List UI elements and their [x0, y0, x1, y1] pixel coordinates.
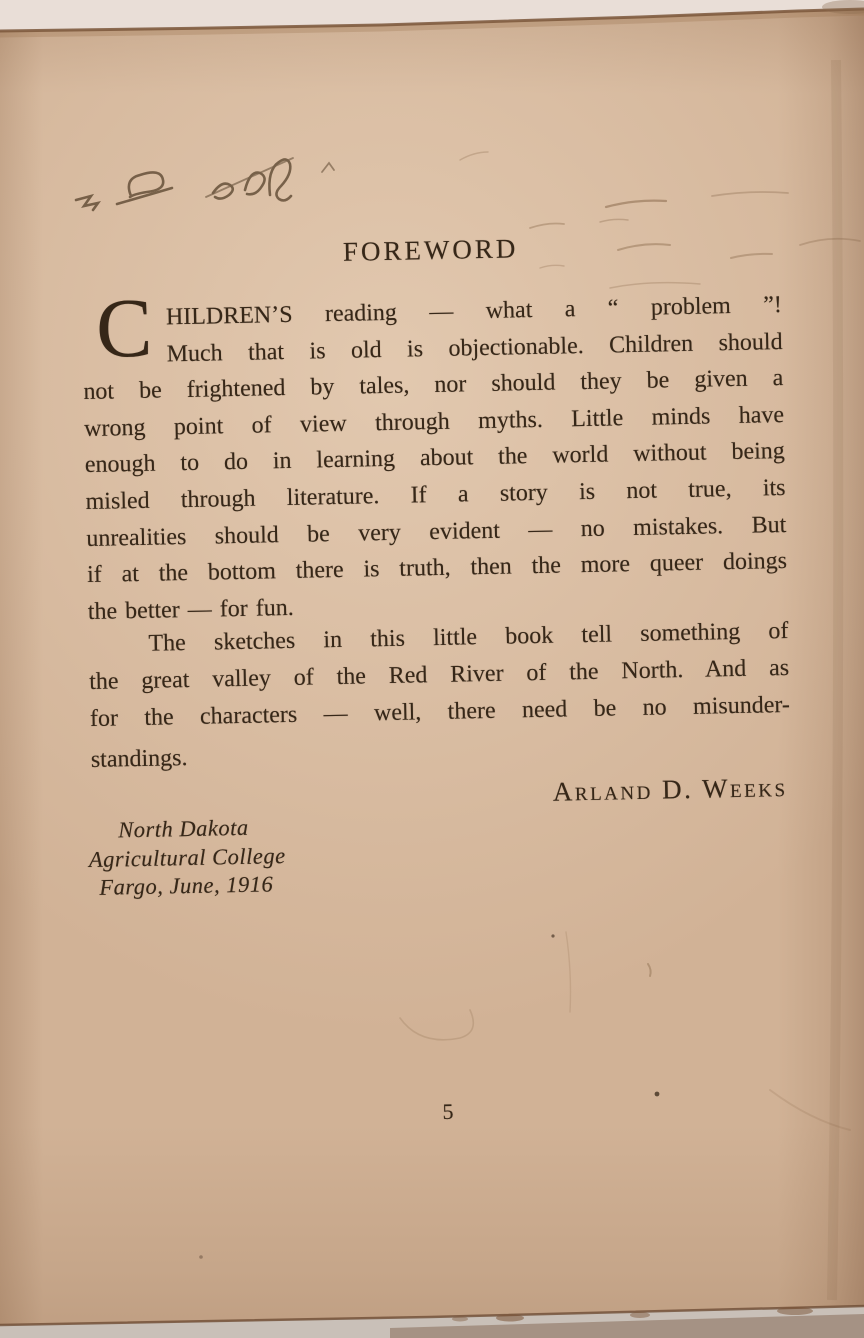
text-line: HILDREN’S reading — what a “ problem ”! — [165, 292, 783, 331]
credit-line-institution-2: Agricultural College — [88, 842, 286, 872]
paragraph-1-body-lines — [83, 360, 787, 594]
text-line: unrealities should be very evident — no mistakes. But — [86, 511, 787, 552]
text-line: if at the bottom there is truth, then the more queer doings — [86, 548, 788, 589]
credit-line-institution-1: North Dakota — [117, 814, 249, 843]
credit-line-place-date: Fargo, June, 1916 — [99, 871, 274, 900]
paragraph-1-indented-lines — [82, 281, 783, 376]
text-line: for the characters — well, there need be no misunder- — [89, 691, 791, 732]
paragraph-2-first-line: The sketches in this little book tell something of — [148, 617, 789, 657]
page-title: FOREWORD — [342, 233, 519, 267]
text-line: enough to do in learning about the world without being — [84, 438, 786, 479]
text-line: misled through literature. If a story is not true, its — [85, 474, 786, 515]
text-line: Much that is old is objectionable. Children should — [166, 328, 783, 367]
page-text — [76, 0, 803, 1338]
paragraph-1-last-line: the better — for fun. — [87, 594, 294, 625]
drop-cap: C — [95, 281, 154, 376]
author-signature: Arland D. Weeks — [552, 771, 788, 807]
paragraph-2-body-lines — [89, 650, 790, 738]
text-line: not be frightened by tales, nor should they be given a — [83, 365, 784, 406]
text-line: the great valley of the Red River of the North. And as — [88, 654, 790, 695]
paragraph-2-last-line: standings. — [90, 745, 188, 773]
text-line: wrong point of view through myths. Little minds have — [83, 401, 785, 442]
page-number: 5 — [442, 1098, 454, 1124]
credit-block — [88, 813, 287, 902]
paragraph-1 — [82, 281, 788, 630]
paragraph-2 — [88, 613, 791, 779]
